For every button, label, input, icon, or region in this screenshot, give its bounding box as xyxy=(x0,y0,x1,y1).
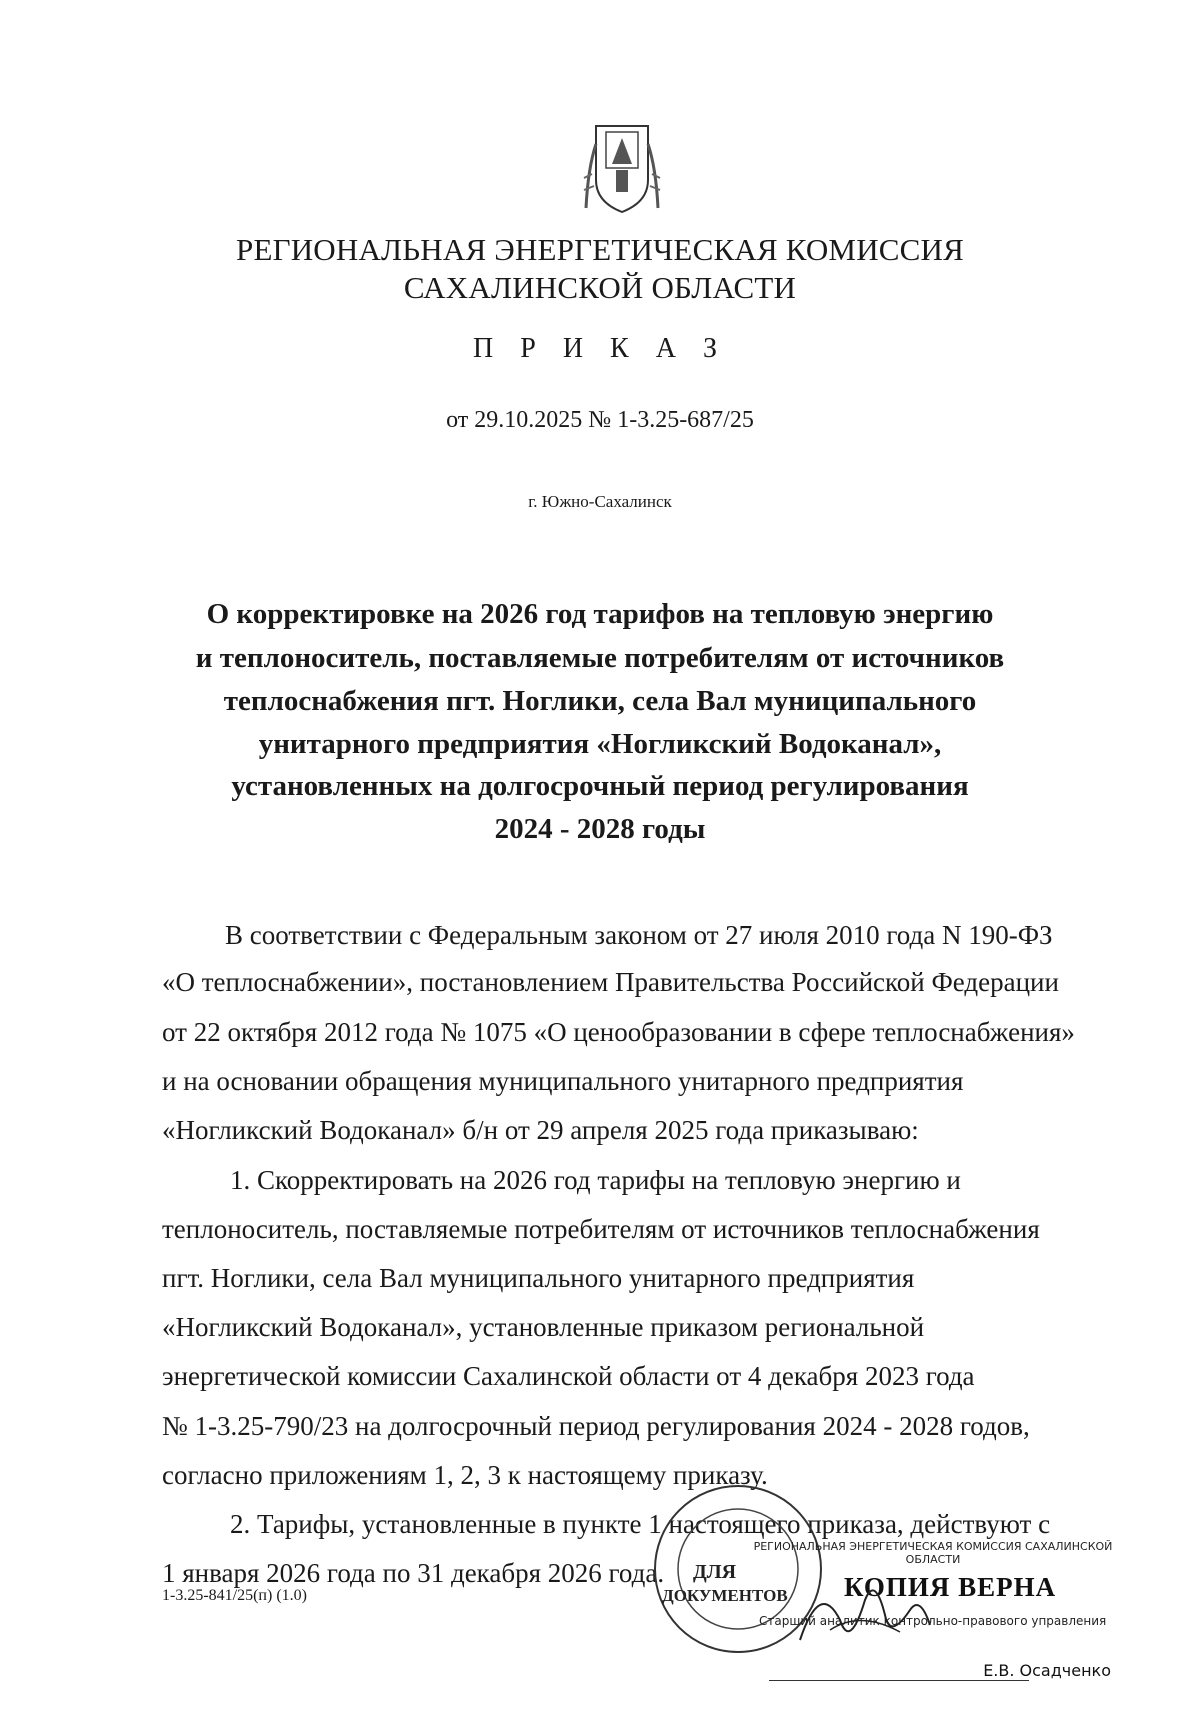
body-text-line: 1. Скорректировать на 2026 год тарифы на тепловую энергию и xyxy=(230,1165,961,1195)
document-type: П Р И К А З xyxy=(473,333,727,364)
title-line: 2024 - 2028 годы xyxy=(494,813,706,845)
body-text-line: 1 января 2026 года по 31 декабря 2026 года. xyxy=(162,1558,665,1588)
body-text-line: пгт. Ноглики, села Вал муниципального унитарного предприятия xyxy=(162,1263,915,1293)
title-line: О корректировке на 2026 год тарифов на тепловую энергию xyxy=(206,598,994,630)
body-text-line: В соответствии с Федеральным законом от 27 июля 2010 года N 190-ФЗ xyxy=(225,920,1053,950)
coat-of-arms-emblem xyxy=(582,118,662,218)
certifier-name: Е.В. Осадченко xyxy=(983,1661,1111,1680)
organization-name-line1: РЕГИОНАЛЬНАЯ ЭНЕРГЕТИЧЕСКАЯ КОМИССИЯ xyxy=(236,232,964,267)
title-line: и теплоноситель, поставляемые потребителям от источников xyxy=(195,642,1005,674)
organization-name-line2: САХАЛИНСКОЙ ОБЛАСТИ xyxy=(403,270,797,305)
body-text-line: согласно приложениям 1, 2, 3 к настоящему приказу. xyxy=(162,1460,768,1490)
body-text-line: и на основании обращения муниципального унитарного предприятия xyxy=(162,1066,964,1096)
title-line: теплоснабжения пгт. Ноглики, села Вал муниципального xyxy=(223,685,977,717)
seal-center-line1: ДЛЯ xyxy=(693,1561,737,1583)
body-text-line: энергетической комиссии Сахалинской области от 4 декабря 2023 года xyxy=(162,1361,975,1391)
certification-org: РЕГИОНАЛЬНАЯ ЭНЕРГЕТИЧЕСКАЯ КОМИССИЯ САХАЛИНСКОЙ ОБЛАСТИ xyxy=(753,1540,1113,1566)
certifier-position: Старший аналитик контрольно-правового управления xyxy=(759,1614,1107,1628)
body-text-line: от 22 октября 2012 года № 1075 «О ценообразовании в сфере теплоснабжения» xyxy=(162,1017,1075,1047)
body-text-line: 2. Тарифы, установленные в пункте 1 настоящего приказа, действуют с xyxy=(230,1509,1051,1539)
document-number: от 29.10.2025 № 1-3.25-687/25 xyxy=(446,407,754,433)
body-text-line: № 1-3.25-790/23 на долгосрочный период регулирования 2024 - 2028 годов, xyxy=(162,1411,1030,1441)
body-text-line: «Ногликский Водоканал», установленные приказом региональной xyxy=(162,1312,925,1342)
document-registration-code: 1-3.25-841/25(п) (1.0) xyxy=(162,1587,307,1604)
title-line: установленных на долгосрочный период регулирования xyxy=(231,770,969,802)
seal-center-line2: ДОКУМЕНТОВ xyxy=(662,1586,788,1605)
body-text-line: теплоноситель, поставляемые потребителям от источников теплоснабжения xyxy=(162,1214,1040,1244)
signature-line xyxy=(769,1680,1029,1681)
body-text-line: «О теплоснабжении», постановлением Правительства Российской Федерации xyxy=(162,967,1059,997)
title-line: унитарного предприятия «Ногликский Водоканал», xyxy=(258,728,942,760)
issue-city: г. Южно-Сахалинск xyxy=(528,492,672,511)
handwritten-signature xyxy=(790,1570,940,1660)
body-text-line: «Ногликский Водоканал» б/н от 29 апреля 2025 года приказываю: xyxy=(162,1115,919,1145)
certification-heading: КОПИЯ ВЕРНА xyxy=(844,1572,1057,1602)
